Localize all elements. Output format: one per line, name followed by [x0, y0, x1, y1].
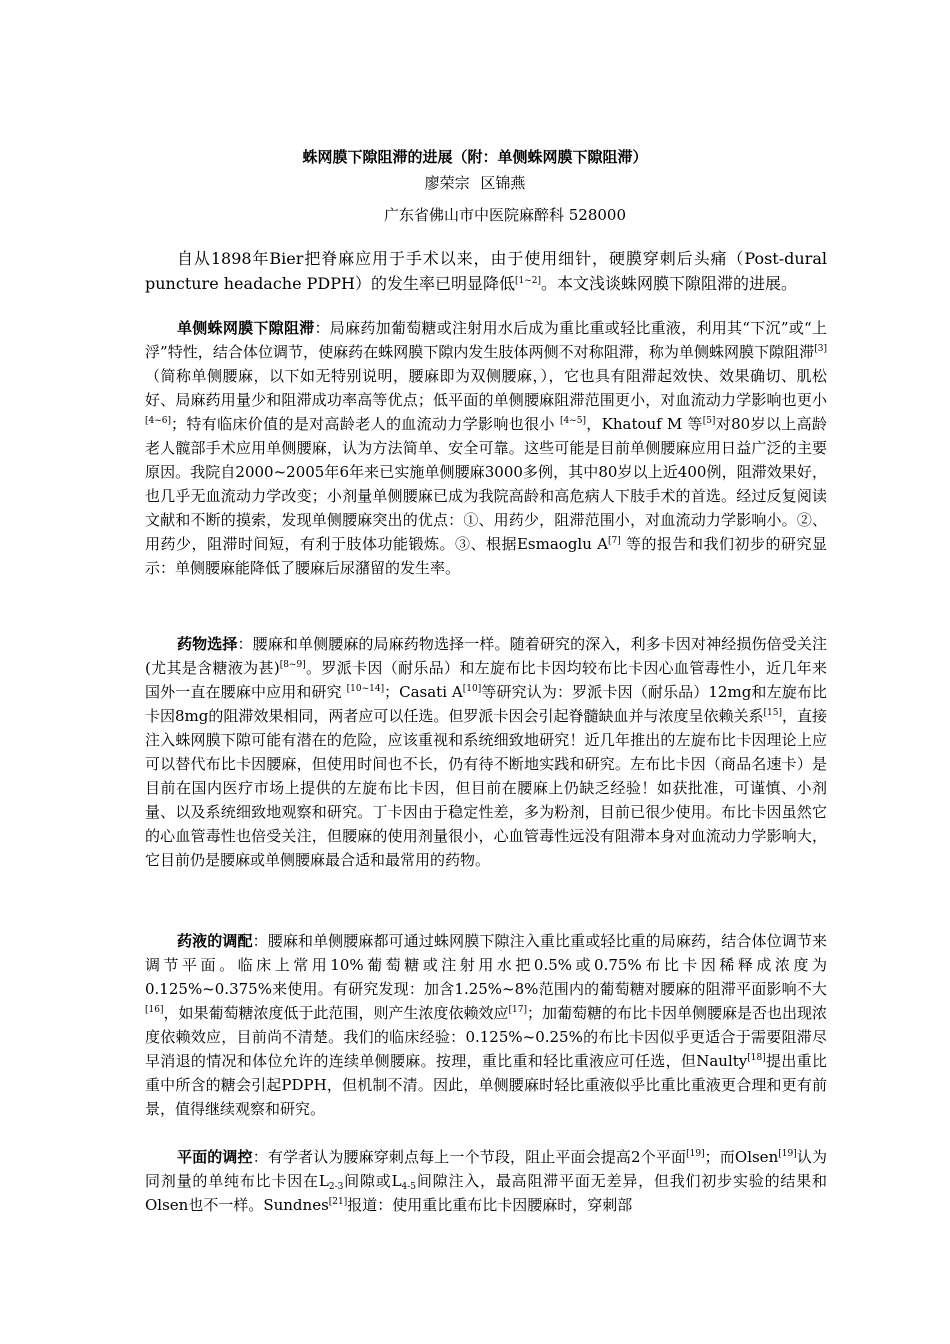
- unilateral-section: [145, 316, 827, 580]
- text-run: 认为同剂量的单纯布比卡因在L: [145, 1148, 827, 1190]
- section-heading: 药液的调配: [177, 932, 253, 950]
- citation: [17]: [508, 1005, 527, 1015]
- author-line: 廖荣宗 区锦燕: [424, 174, 526, 192]
- level-control-section: [145, 1145, 827, 1217]
- text-run: ；特有临床价值的是对高龄老人的血流动力学影响也很小: [171, 415, 560, 433]
- text-run: 。罗派卡因（耐乐品）和左旋布比卡因均较布比卡因心血管毒性小，近几年来国外一直在腰麻中应用和研究: [145, 659, 827, 701]
- text-run: ；加葡萄糖的布比卡因单侧腰麻是否也出现浓度依赖效应，目前尚不清楚。我们的临床经验：0.125%~0.25%的布比卡因似乎更适合于需要阻滞尽早消退的情况和体位允许的连续单侧腰麻。按理，重比重和轻比重液应可任选，但Naulty: [145, 1004, 827, 1070]
- citation: [15]: [763, 708, 782, 718]
- text-run: ；而Olsen: [704, 1148, 779, 1166]
- text-run: ，直接注入蛛网膜下隙可能有潜在的危险，应该重视和系统细致地研究！近几年推出的左旋布比卡因理论上应可以替代布比卡因腰麻，但使用时间也不长，仍有待不断地实践和研究。左布比卡因（商品名速卡）是目前在国内医疗市场上提供的左旋布比卡因，但目前在腰麻上仍缺乏经验！如获批准，可谨慎、小剂量、以及系统细致地观察和研究。丁卡因由于稳定性差，多为粉剂，目前已很少使用。布比卡因虽然它的心血管毒性也倍受关注，但腰麻的使用剂量很小，心血管毒性远没有阻滞本身对血流动力学影响大，它目前仍是腰麻或单侧腰麻最合适和最常用的药物。: [145, 707, 827, 869]
- document-title: 蛛网膜下隙阻滞的进展（附：单侧蛛网膜下隙阻滞）: [302, 148, 648, 166]
- text-run: 对80岁以上高龄老人髋部手术应用单侧腰麻，认为方法简单、安全可靠。这些可能是目前单侧腰麻应用日益广泛的主要原因。我院自2000~2005年6年来已实施单侧腰麻3000多例，其中80岁以上近400例，阻滞效果好，也几乎无血流动力学改变；小剂量单侧腰麻已成为我院高龄和高危病人下肢手术的首选。经过反复阅读文献和不断的摸索，发现单侧腰麻突出的优点：①、用药少，阻滞范围小，对血流动力学影响小。②、用药少，阻滞时间短，有利于肢体功能锻炼。③、根据Esmaoglu A: [145, 415, 827, 553]
- citation: [18]: [747, 1053, 766, 1063]
- citation: [3]: [814, 344, 827, 354]
- citation: [5]: [702, 416, 716, 426]
- citation: [4~5]: [559, 416, 586, 426]
- text-run: ：有学者认为腰麻穿刺点每上一个节段，阻止平面会提高2个平面: [252, 1148, 687, 1166]
- text-run: 自从1898年Bier把脊麻应用于手术以来，由于使用细针，硬膜穿刺后头痛（Post-dural puncture headache PDPH）的发生率已明显降低: [145, 249, 827, 293]
- text-run: 报道：使用重比重布比卡因腰麻时，穿刺部: [347, 1196, 633, 1214]
- text-run: 等的报告和我们初步的研究显示：单侧腰麻能降低了腰麻后尿潴留的发生率。: [145, 535, 827, 577]
- text-run: 间隙注入，最高阻滞平面无差异，但我们初步实验的结果和Olsen也不一样。Sundnes: [145, 1172, 827, 1214]
- text-run: ：腰麻和单侧腰麻的局麻药物选择一样。随着研究的深入，利多卡因对神经损伤倍受关注(尤其是含糖液为甚): [145, 635, 827, 677]
- solution-preparation-section: [145, 929, 827, 1121]
- text-run: 。本文浅谈蛛网膜下隙阻滞的进展。: [541, 274, 798, 293]
- citation: [21]: [328, 1197, 348, 1207]
- section-heading: 平面的调控: [177, 1148, 253, 1166]
- text-run: ，Khatouf M 等: [585, 415, 703, 433]
- vertebral-subscript: 4-5: [401, 1182, 417, 1192]
- text-run: ，如果葡萄糖浓度低于此范围，则产生浓度依赖效应: [163, 1004, 509, 1022]
- citation: [19]: [686, 1149, 705, 1159]
- text-run: ：腰麻和单侧腰麻都可通过蛛网膜下隙注入重比重或轻比重的局麻药，结合体位调节来调节平面。临床上常用10%葡萄糖或注射用水把0.5%或0.75%布比卡因稀释成浓度为0.125%~0.375%来使用。有研究发现：加含1.25%~8%范围内的葡萄糖对腰麻的阻滞平面影响不大: [145, 932, 827, 998]
- text-run: 间隙或L: [343, 1172, 402, 1190]
- text-run: ：局麻药加葡萄糖或注射用水后成为重比重或轻比重液，利用其“下沉”或“上浮”特性，结合体位调节，使麻药在蛛网膜下隙内发生肢体两侧不对称阻滞，称为单侧蛛网膜下隙阻滞: [145, 319, 827, 361]
- citation: [7]: [607, 536, 621, 546]
- affiliation-line: 广东省佛山市中医院麻醉科 528000: [383, 206, 627, 224]
- section-heading: 单侧蛛网膜下隙阻滞: [177, 319, 315, 337]
- citation: [8~9]: [279, 660, 306, 670]
- citation: [10]: [462, 684, 482, 694]
- intro-paragraph: [145, 246, 827, 296]
- text-run: 等研究认为：罗派卡因（耐乐品）12mg和左旋布比卡因8mg的阻滞效果相同，两者应可以任选。但罗派卡因会引起脊髓缺血并与浓度呈依赖关系: [145, 683, 827, 725]
- text-run: （简称单侧腰麻，以下如无特别说明，腰麻即为双侧腰麻，），它也具有阻滞起效快、效果确切、肌松好、局麻药用量少和阻滞成功率高等优点；低平面的单侧腰麻阻滞范围更小，对血流动力学影响也更小: [145, 367, 827, 409]
- text-run: ；Casati A: [384, 683, 463, 701]
- text-run: 提出重比重中所含的糖会引起PDPH，但机制不清。因此，单侧腰麻时轻比重液似乎比重比重液更合理和更有前景，值得继续观察和研究。: [145, 1052, 827, 1118]
- drug-selection-section: [145, 632, 827, 872]
- vertebral-subscript: 2-3: [328, 1182, 344, 1192]
- citation: [1~2]: [514, 276, 541, 286]
- citation: [10~14]: [346, 684, 385, 694]
- section-heading: 药物选择: [177, 635, 238, 653]
- citation: [19]: [778, 1149, 797, 1159]
- citation: [4~6]: [145, 416, 172, 426]
- citation: [16]: [145, 1005, 164, 1015]
